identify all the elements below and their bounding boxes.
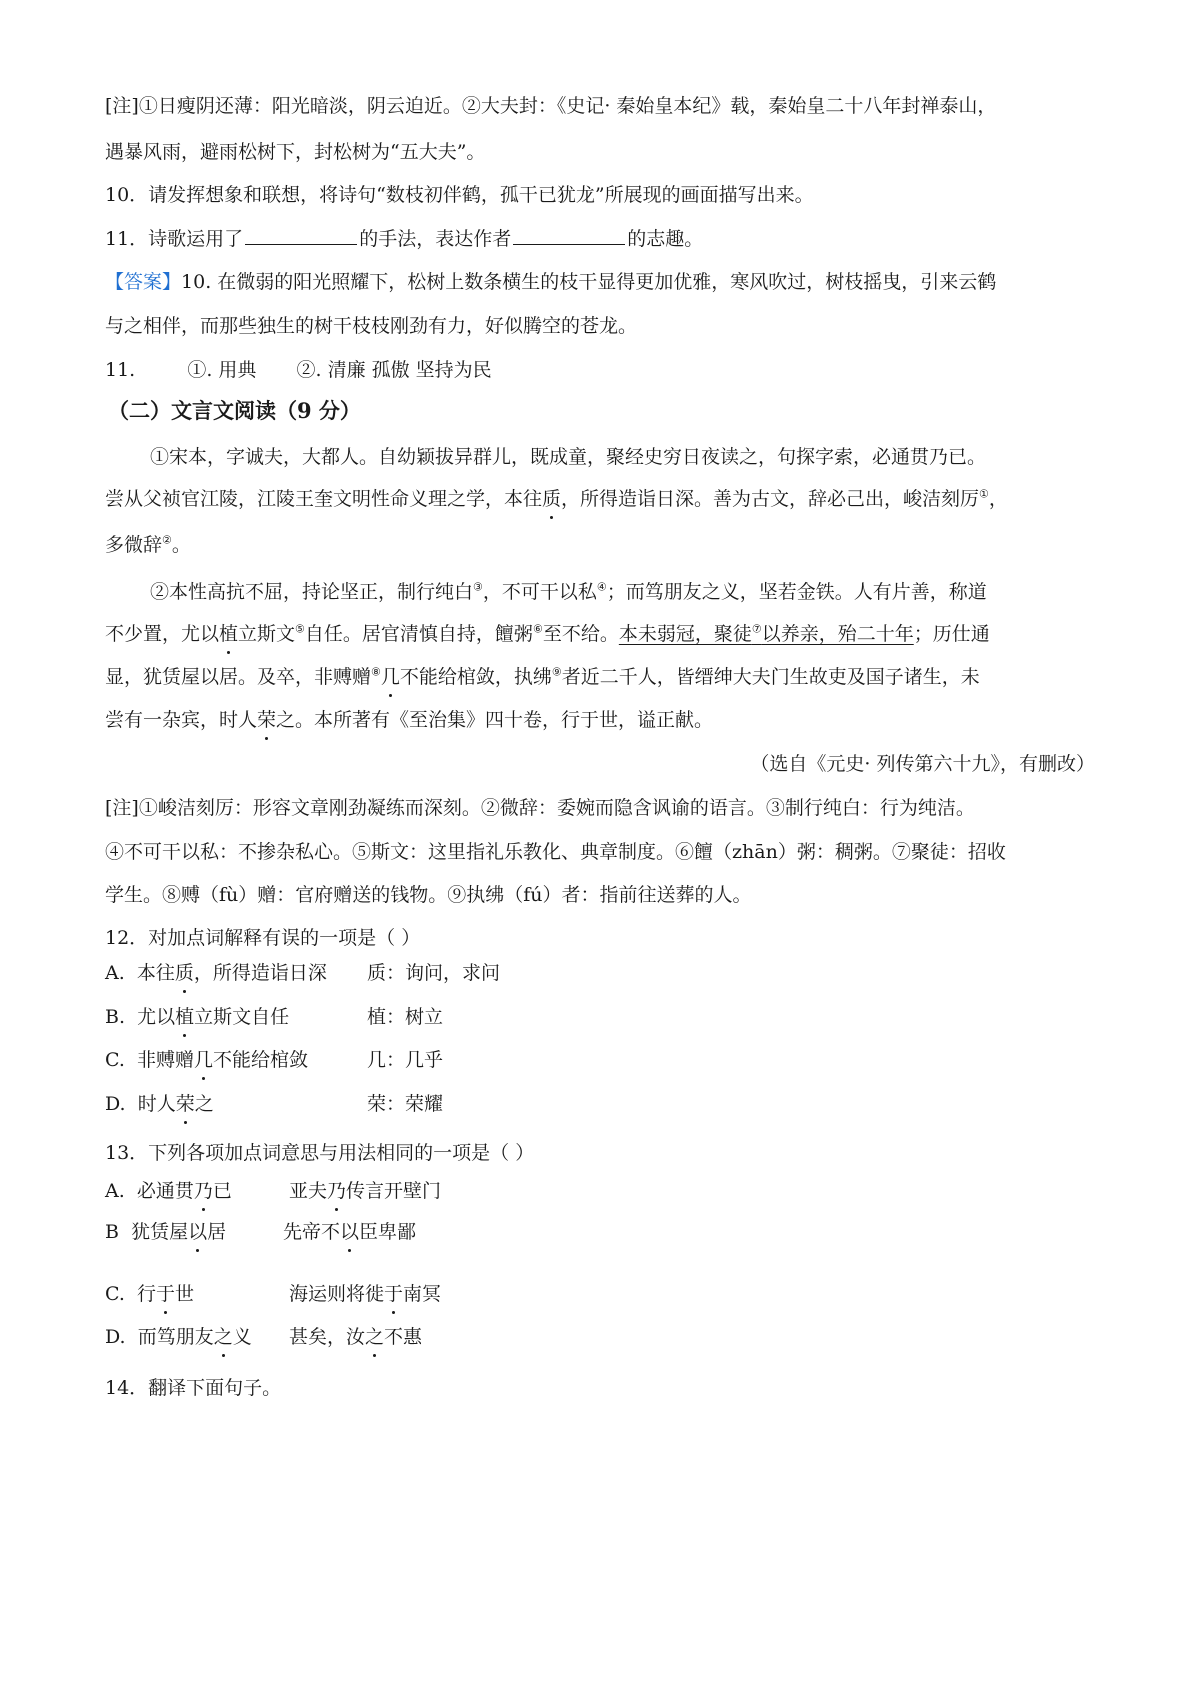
text-run: 非赙赠 bbox=[137, 1049, 195, 1071]
passage-note-line-2: ④不可干以私：不掺杂私心。⑤斯文：这里指礼乐教化、典章制度。⑥饘（zhān）粥：稠粥。⑦聚徒：招收 bbox=[105, 841, 1006, 863]
footnote-ref: ⑦ bbox=[751, 622, 762, 636]
answer-line-2: 与之相伴，而那些独生的树干枝枝刚劲有力，好似腾空的苍龙。 bbox=[105, 315, 638, 337]
q12-option-d[interactable] bbox=[105, 1090, 1105, 1118]
option-compare bbox=[289, 1323, 422, 1351]
text-run: 之 bbox=[194, 1093, 214, 1115]
text-run: 先帝不 bbox=[283, 1221, 341, 1243]
dotted-word: 以 bbox=[188, 1218, 207, 1246]
text-run: 海运则将徙 bbox=[289, 1283, 385, 1305]
footnote-ref: ⑥ bbox=[532, 622, 543, 636]
question-14: 14．翻译下面句子。 bbox=[105, 1377, 282, 1399]
question-11-part-b: 的手法，表达作者 bbox=[359, 228, 512, 250]
text-run: ，不可干以私 bbox=[482, 581, 597, 603]
passage-p1-line-3 bbox=[105, 531, 1105, 559]
passage-source: （选自《元史· 列传第六十九》，有删改） bbox=[750, 753, 1095, 775]
dotted-word-rong: 荣 bbox=[257, 706, 276, 734]
text-run: 而笃朋友 bbox=[137, 1326, 214, 1348]
text-run: ，所得造诣日深。善为古文，辞必己出，峻洁刻厉 bbox=[561, 488, 980, 510]
option-label: D. bbox=[105, 1326, 126, 1348]
answer-tag: 【答案】 bbox=[105, 271, 182, 293]
q12-option-c[interactable] bbox=[105, 1046, 1105, 1074]
footnote-ref: ⑤ bbox=[295, 622, 305, 636]
option-label: D. bbox=[105, 1093, 126, 1115]
passage-p2-line-2 bbox=[105, 620, 1105, 648]
option-label: A. bbox=[105, 962, 125, 984]
text-run: 。 bbox=[171, 534, 191, 556]
dotted-word: 几 bbox=[194, 1046, 213, 1074]
question-12-stem: 12．对加点词解释有误的一项是（ ） bbox=[105, 927, 421, 949]
text-run: 不能给棺敛 bbox=[213, 1049, 309, 1071]
passage-note-line-1: [注]①峻洁刻厉：形容文章刚劲凝练而深刻。②微辞：委婉而隐含讽谕的语言。③制行纯白：行为纯洁。 bbox=[105, 797, 975, 819]
text-run: 传言开壁门 bbox=[346, 1180, 442, 1202]
dotted-word: 之 bbox=[214, 1323, 233, 1351]
text-run: 不少置，尤以 bbox=[105, 623, 220, 645]
text-run: ；而笃朋友之义，坚若金铁。人有片善，称道 bbox=[606, 581, 987, 603]
answer-11-part-b: ②. 清廉 孤傲 坚持为民 bbox=[296, 359, 492, 381]
q13-option-b[interactable] bbox=[105, 1218, 1105, 1246]
option-compare bbox=[283, 1218, 416, 1246]
text-run: 行 bbox=[137, 1283, 157, 1305]
text-run: 显，犹赁屋以居。及卒，非赙赠 bbox=[105, 666, 372, 688]
question-13-stem: 13．下列各项加点词意思与用法相同的一项是（ ） bbox=[105, 1142, 535, 1164]
answer-line-3 bbox=[105, 356, 1105, 384]
dotted-word: 荣 bbox=[176, 1090, 195, 1118]
q12-option-b[interactable] bbox=[105, 1003, 1105, 1031]
text-run: 尤以 bbox=[137, 1006, 176, 1028]
question-11-part-c: 的志趣。 bbox=[627, 228, 704, 250]
text-run: 立斯文 bbox=[238, 623, 296, 645]
answer-11-number: 11. bbox=[105, 359, 136, 381]
passage-note-line-3: 学生。⑧赙（fù）赠：官府赠送的钱物。⑨执绋（fú）者：指前往送葬的人。 bbox=[105, 884, 752, 906]
text-run: 亚夫 bbox=[289, 1180, 328, 1202]
underlined-sentence bbox=[619, 623, 914, 645]
q13-option-c[interactable] bbox=[105, 1280, 1105, 1308]
passage-p2-line-1 bbox=[150, 578, 1105, 606]
poem-note-line-1: [注]①日瘦阴还薄：阳光暗淡，阴云迫近。②大夫封：《史记· 秦始皇本纪》载，秦始皇二十八年封禅泰山， bbox=[105, 95, 997, 117]
dotted-word: 于 bbox=[384, 1280, 403, 1308]
text-run: 不惠 bbox=[384, 1326, 423, 1348]
option-label: C. bbox=[105, 1283, 125, 1305]
text-run: 必通贯 bbox=[136, 1180, 194, 1202]
passage-p2-line-4 bbox=[105, 706, 1105, 734]
footnote-ref: ④ bbox=[596, 580, 607, 594]
footnote-ref: ③ bbox=[473, 580, 483, 594]
answer-10-text: 10. 在微弱的阳光照耀下，松树上数条横生的枝干显得更加优雅，寒风吹过，树枝摇曳，引来云鹤 bbox=[181, 271, 997, 293]
dotted-word-zhi: 质 bbox=[542, 485, 561, 513]
option-label: B bbox=[105, 1221, 119, 1243]
answer-blank-1[interactable] bbox=[245, 226, 357, 245]
question-11 bbox=[105, 225, 1105, 253]
passage-p1-line-2 bbox=[105, 485, 1105, 513]
text-run: 至不给。 bbox=[542, 623, 619, 645]
text-run: 臣卑鄙 bbox=[359, 1221, 417, 1243]
footnote-ref: ⑨ bbox=[551, 665, 562, 679]
dotted-word: 乃 bbox=[327, 1177, 346, 1205]
passage-p1-line-1: ①宋本，字诚夫，大都人。自幼颖拔异群儿，既成童，聚经史穷日夜读之，句探字索，必通贯乃已。 bbox=[150, 446, 987, 468]
text-run: 以养亲，殆二十年 bbox=[761, 623, 914, 645]
dotted-word: 植 bbox=[175, 1003, 194, 1031]
text-run: 立斯文自任 bbox=[194, 1006, 290, 1028]
option-compare bbox=[289, 1280, 441, 1308]
text-run: ；历仕通 bbox=[913, 623, 990, 645]
question-11-part-a: 11．诗歌运用了 bbox=[105, 228, 244, 250]
dotted-word: 于 bbox=[156, 1280, 175, 1308]
passage-p2-line-3 bbox=[105, 663, 1105, 691]
q13-option-a[interactable] bbox=[105, 1177, 1105, 1205]
text-run: 义 bbox=[232, 1326, 252, 1348]
footnote-ref: ⑧ bbox=[371, 665, 381, 679]
text-run: 本往 bbox=[136, 962, 175, 984]
dotted-word: 以 bbox=[340, 1218, 359, 1246]
dotted-word: 乃 bbox=[194, 1177, 213, 1205]
dotted-word: 之 bbox=[365, 1323, 384, 1351]
text-run: 不能给棺敛，执绋 bbox=[399, 666, 552, 688]
answer-line-1 bbox=[105, 268, 1105, 296]
q12-option-a[interactable] bbox=[105, 959, 1105, 987]
text-run: 时人 bbox=[137, 1093, 176, 1115]
option-gloss: 质：询问，求问 bbox=[367, 962, 501, 984]
answer-11-part-a: ①. 用典 bbox=[187, 359, 257, 381]
text-run: 自任。居官清慎自持，饘粥 bbox=[304, 623, 533, 645]
text-run: 犹赁屋 bbox=[131, 1221, 189, 1243]
q13-option-d[interactable] bbox=[105, 1323, 1105, 1351]
option-label: C. bbox=[105, 1049, 125, 1071]
option-compare bbox=[289, 1177, 441, 1205]
text-run: 尝有一杂宾，时人 bbox=[105, 709, 258, 731]
text-run: 已 bbox=[212, 1180, 232, 1202]
option-label: A. bbox=[105, 1180, 125, 1202]
footnote-ref: ① bbox=[979, 487, 989, 501]
text-run: ，所得造诣日深 bbox=[193, 962, 327, 984]
dotted-word-ji: 几 bbox=[381, 663, 400, 691]
text-run: ， bbox=[988, 488, 1008, 510]
dotted-word-zhi-plant: 植 bbox=[219, 620, 238, 648]
text-run: 之。本所著有《至治集》四十卷，行于世，谥正献。 bbox=[276, 709, 714, 731]
option-gloss: 荣：荣耀 bbox=[367, 1093, 444, 1115]
section-title: （二）文言文阅读（9 分） bbox=[108, 398, 361, 423]
text-run: 者近二千人，皆缙绅大夫门生故吏及国子诸生，未 bbox=[561, 666, 980, 688]
option-gloss: 植：树立 bbox=[367, 1006, 444, 1028]
text-run: 居 bbox=[207, 1221, 227, 1243]
poem-note-line-2: 遇暴风雨，避雨松树下，封松树为“五大夫”。 bbox=[105, 141, 486, 163]
text-run: 尝从父祯官江陵，江陵王奎文明性命义理之学，本往 bbox=[105, 488, 543, 510]
footnote-ref: ② bbox=[162, 533, 172, 547]
text-run: 世 bbox=[175, 1283, 195, 1305]
question-10: 10．请发挥想象和联想，将诗句“数枝初伴鹤，孤干已犹龙”所展现的画面描写出来。 bbox=[105, 184, 814, 206]
option-gloss: 几：几乎 bbox=[367, 1049, 444, 1071]
text-run: 南冥 bbox=[403, 1283, 442, 1305]
dotted-word: 质 bbox=[175, 959, 194, 987]
text-run: 本未弱冠，聚徒 bbox=[618, 623, 752, 645]
text-run: ②本性高抗不屈，持论坚正，制行纯白 bbox=[150, 581, 474, 603]
option-label: B. bbox=[105, 1006, 126, 1028]
answer-blank-2[interactable] bbox=[513, 226, 625, 245]
text-run: 多微辞 bbox=[105, 534, 163, 556]
text-run: 甚矣，汝 bbox=[289, 1326, 366, 1348]
